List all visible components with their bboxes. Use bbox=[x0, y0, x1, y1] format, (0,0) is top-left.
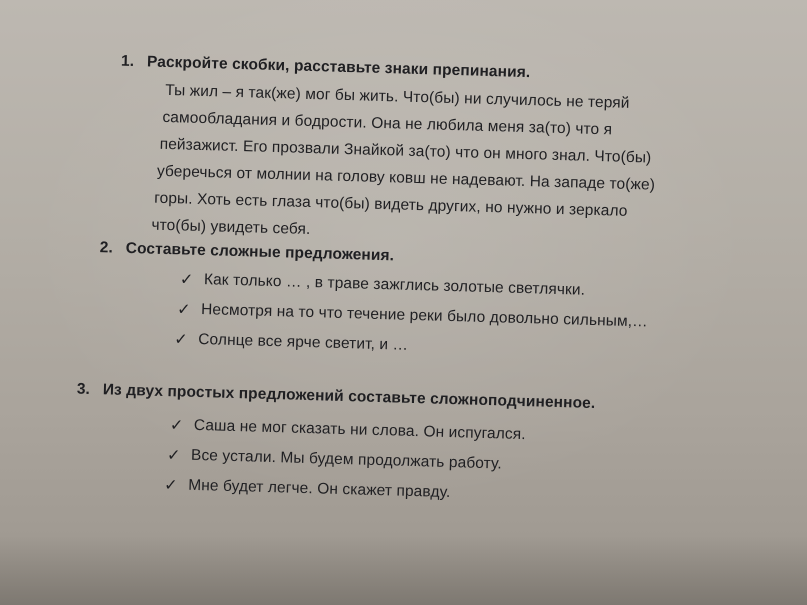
section-2-item-1: Как только … , в траве зажглись золотые светлячки. bbox=[203, 271, 586, 299]
section-2-title: Составьте сложные предложения. bbox=[125, 239, 395, 265]
checkmark-icon: ✓ bbox=[163, 475, 178, 495]
section-1-title: Раскройте скобки, расставьте знаки препинания. bbox=[146, 53, 531, 82]
section-3-item-3: Мне будет легче. Он скажет правду. bbox=[187, 476, 451, 502]
section-2-item-3: Солнце все ярче светит, и … bbox=[198, 330, 409, 354]
section-1-line-1: Ты жил – я так(же) мог бы жить. Что(бы) ни случилось не теряй bbox=[164, 81, 630, 112]
section-1-line-6: что(бы) увидеть себя. bbox=[151, 216, 311, 239]
checkmark-icon: ✓ bbox=[176, 299, 191, 319]
section-3-number: 3. bbox=[76, 380, 91, 398]
section-2-number: 2. bbox=[99, 239, 114, 257]
section-3-heading bbox=[77, 381, 596, 413]
section-1-line-2: самообладания и бодрости. Она не любила меня за(то) что я bbox=[162, 108, 613, 139]
section-1-line-3: пейзажист. Его прозвали Знайкой за(то) что он много знал. Что(бы) bbox=[159, 135, 652, 167]
section-2-heading bbox=[100, 239, 395, 265]
section-1-line-5: горы. Хоть есть глаза что(бы) видеть других, но нужно и зеркало bbox=[153, 189, 628, 220]
section-1-number: 1. bbox=[120, 52, 135, 71]
checkmark-icon: ✓ bbox=[169, 415, 184, 435]
section-1-heading bbox=[121, 53, 531, 82]
checkmark-icon: ✓ bbox=[174, 329, 188, 349]
section-3-title: Из двух простых предложений составьте сложноподчиненное. bbox=[102, 381, 596, 413]
checkmark-icon: ✓ bbox=[166, 445, 181, 465]
section-1-line-4: уберечься от молнии на голову ковш не надевают. На западе то(же) bbox=[156, 162, 656, 194]
section-3-item-1: Саша не мог сказать ни слова. Он испугался. bbox=[193, 416, 526, 444]
section-2-item-2: Несмотря на то что течение реки было довольно сильным,… bbox=[200, 301, 649, 331]
checkmark-icon: ✓ bbox=[179, 269, 194, 289]
section-3-item-2: Все устали. Мы будем продолжать работу. bbox=[190, 446, 502, 473]
